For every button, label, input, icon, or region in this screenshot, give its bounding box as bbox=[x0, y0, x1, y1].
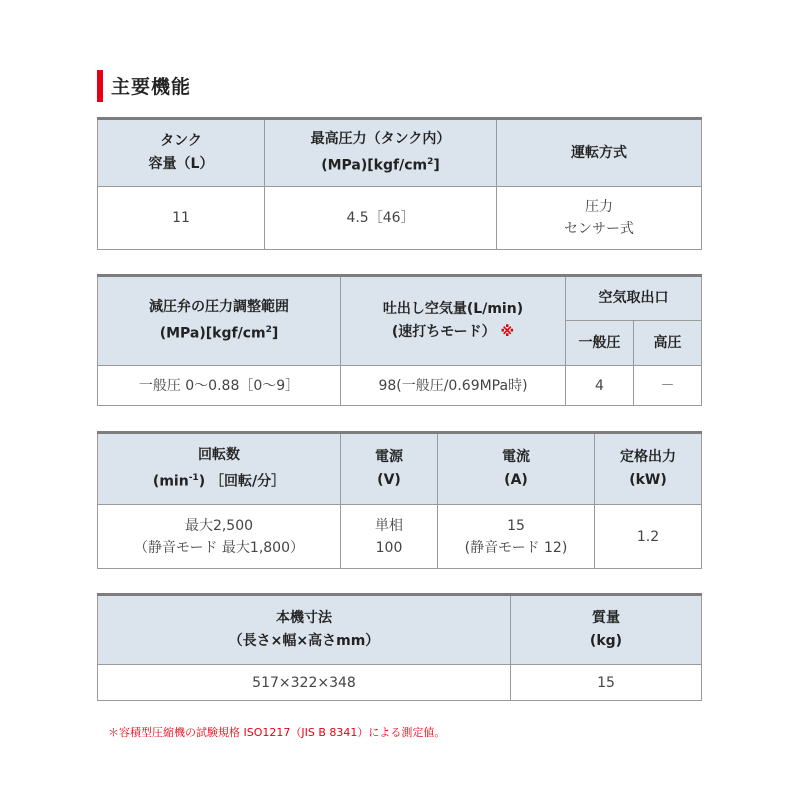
value-regulator-range: 一般圧 0～0.88［0～9］ bbox=[98, 366, 341, 406]
header-outlet-high: 高圧 bbox=[634, 321, 702, 366]
value-power-source: 単相 100 bbox=[341, 505, 438, 569]
value-rotation-speed: 最大2,500 （静音モード 最大1,800） bbox=[98, 505, 341, 569]
header-tank-capacity: タンク 容量（L） bbox=[98, 119, 265, 187]
value-max-pressure: 4.5［46］ bbox=[265, 187, 497, 250]
spec-table-tank bbox=[97, 117, 702, 250]
footnote-mark: ※ bbox=[500, 324, 515, 340]
value-outlet-general: 4 bbox=[566, 366, 634, 406]
header-outlet-general: 一般圧 bbox=[566, 321, 634, 366]
footnote: ＊容積型圧縮機の試験規格 ISO1217（JIS B 8341）による測定値。 bbox=[108, 726, 446, 739]
section-title: 主要機能 bbox=[111, 76, 192, 98]
header-rotation-speed: 回転数 $(\min^{-1})$ ［回転/分］ bbox=[98, 433, 341, 505]
value-tank-capacity: 11 bbox=[98, 187, 265, 250]
header-weight: 質量 (kg) bbox=[511, 595, 702, 665]
value-rated-output: 1.2 bbox=[595, 505, 702, 569]
header-air-outlet: 空気取出口 bbox=[566, 276, 702, 321]
value-air-delivery: 98(一般圧/0.69MPa時) bbox=[341, 366, 566, 406]
spec-table-air bbox=[97, 274, 702, 406]
header-dimensions: 本機寸法 （長さ×幅×高さmm） bbox=[98, 595, 511, 665]
header-power-source: 電源 (V) bbox=[341, 433, 438, 505]
value-outlet-high: － bbox=[634, 366, 702, 406]
header-rated-output: 定格出力 (kW) bbox=[595, 433, 702, 505]
value-dimensions: 517×322×348 bbox=[98, 665, 511, 701]
title-accent-bar bbox=[97, 70, 103, 102]
header-air-delivery: 吐出し空気量(L/min) (速打ちモード） ※ bbox=[341, 276, 566, 366]
spec-table-dimensions bbox=[97, 593, 702, 701]
header-operation-method: 運転方式 bbox=[497, 119, 702, 187]
header-current: 電流 (A) bbox=[438, 433, 595, 505]
header-max-pressure: 最高圧力（タンク内） $(MPa)[kgf/cm^2]$ bbox=[265, 119, 497, 187]
value-current: 15 (静音モード 12) bbox=[438, 505, 595, 569]
value-operation-method: 圧力 センサー式 bbox=[497, 187, 702, 250]
value-weight: 15 bbox=[511, 665, 702, 701]
header-regulator-range: 減圧弁の圧力調整範囲 $(MPa)[kgf/cm^2]$ bbox=[98, 276, 341, 366]
spec-table-motor bbox=[97, 431, 702, 569]
